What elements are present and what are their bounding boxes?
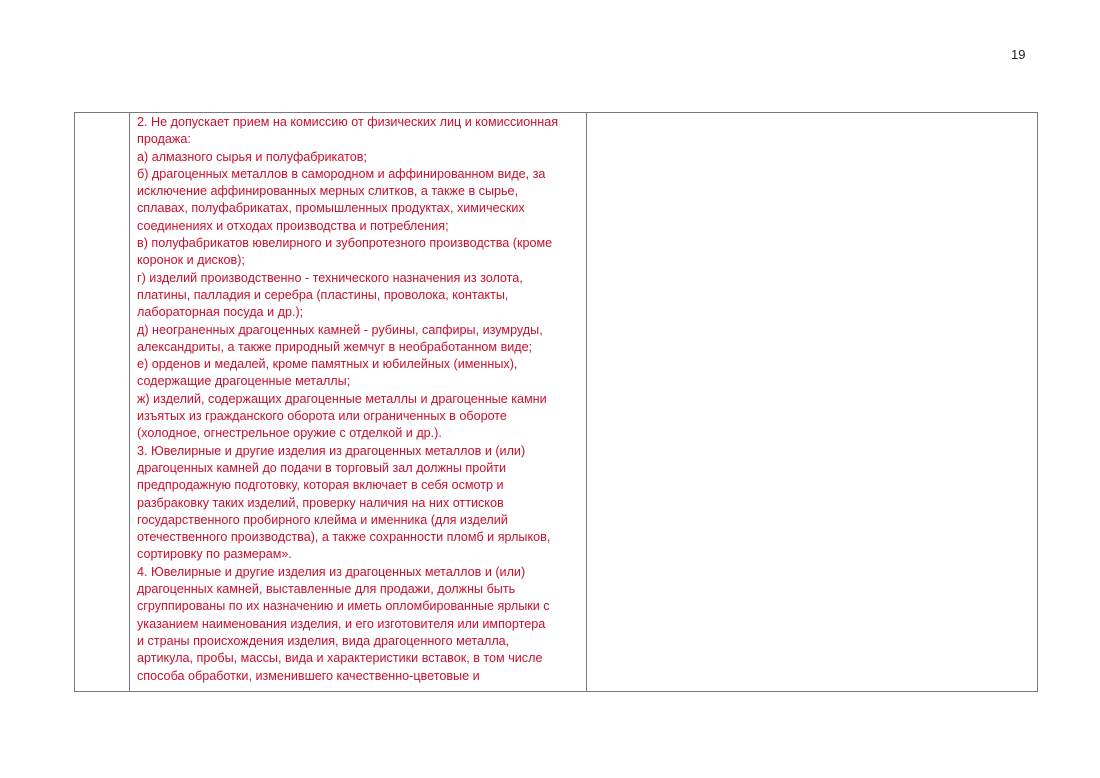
text-line: продажа: bbox=[137, 132, 191, 147]
text-cell bbox=[130, 113, 587, 692]
text-block bbox=[130, 113, 586, 685]
text-line: (холодное, огнестрельное оружие с отделкой и др.). bbox=[137, 426, 442, 441]
text-line: и страны происхождения изделия, вида драгоценного металла, bbox=[137, 633, 510, 648]
text-line: исключение аффинированных мерных слитков, а также в сырье, bbox=[137, 184, 519, 199]
right-cell bbox=[587, 113, 1038, 692]
text-line: сплавах, полуфабрикатах, промышленных продуктах, химических bbox=[137, 201, 525, 216]
page-number: 19 bbox=[1011, 47, 1026, 62]
text-line: способа обработки, изменившего качественно-цветовые и bbox=[137, 668, 480, 683]
text-line: б) драгоценных металлов в самородном и аффинированном виде, за bbox=[137, 166, 546, 181]
text-line: артикула, пробы, массы, вида и характеристики вставок, в том числе bbox=[137, 651, 543, 666]
text-line: отечественного производства), а также сохранности пломб и ярлыков, bbox=[137, 530, 551, 545]
text-line: александриты, а также природный жемчуг в необработанном виде; bbox=[137, 339, 533, 354]
text-line: коронок и дисков); bbox=[137, 253, 245, 268]
text-line: предпродажную подготовку, которая включает в себя осмотр и bbox=[137, 478, 504, 493]
text-line: лабораторная посуда и др.); bbox=[137, 305, 304, 320]
document-table bbox=[74, 112, 1038, 692]
text-line: е) орденов и медалей, кроме памятных и юбилейных (именных), bbox=[137, 357, 518, 372]
text-line: государственного пробирного клейма и именника (для изделий bbox=[137, 512, 508, 527]
text-line: указанием наименования изделия, и его изготовителя или импортера bbox=[137, 616, 546, 631]
text-line: драгоценных камней до подачи в торговый зал должны пройти bbox=[137, 460, 507, 475]
number-cell bbox=[75, 113, 130, 692]
text-line: д) неограненных драгоценных камней - рубины, сапфиры, изумруды, bbox=[137, 322, 543, 337]
text-line: сортировку по размерам». bbox=[137, 547, 292, 562]
text-line: драгоценных камней, выставленные для продажи, должны быть bbox=[137, 582, 516, 597]
text-line: 3. Ювелирные и другие изделия из драгоценных металлов и (или) bbox=[137, 443, 526, 458]
text-line: в) полуфабрикатов ювелирного и зубопротезного производства (кроме bbox=[137, 236, 553, 251]
text-line: разбраковку таких изделий, проверку наличия на них оттисков bbox=[137, 495, 504, 510]
text-line: платины, палладия и серебра (пластины, проволока, контакты, bbox=[137, 287, 509, 302]
text-line: 4. Ювелирные и другие изделия из драгоценных металлов и (или) bbox=[137, 564, 526, 579]
text-line: ж) изделий, содержащих драгоценные металлы и драгоценные камни bbox=[137, 391, 547, 406]
text-line: изъятых из гражданского оборота или ограниченных в обороте bbox=[137, 409, 507, 424]
text-line: содержащие драгоценные металлы; bbox=[137, 374, 351, 389]
table-row bbox=[75, 113, 1038, 692]
text-line: г) изделий производственно - технического назначения из золота, bbox=[137, 270, 523, 285]
text-line: сгруппированы по их назначению и иметь опломбированные ярлыки с bbox=[137, 599, 550, 614]
text-line: 2. Не допускает прием на комиссию от физических лиц и комиссионная bbox=[137, 115, 559, 129]
text-line: соединениях и отходах производства и потребления; bbox=[137, 218, 449, 233]
text-line: а) алмазного сырья и полуфабрикатов; bbox=[137, 149, 367, 164]
